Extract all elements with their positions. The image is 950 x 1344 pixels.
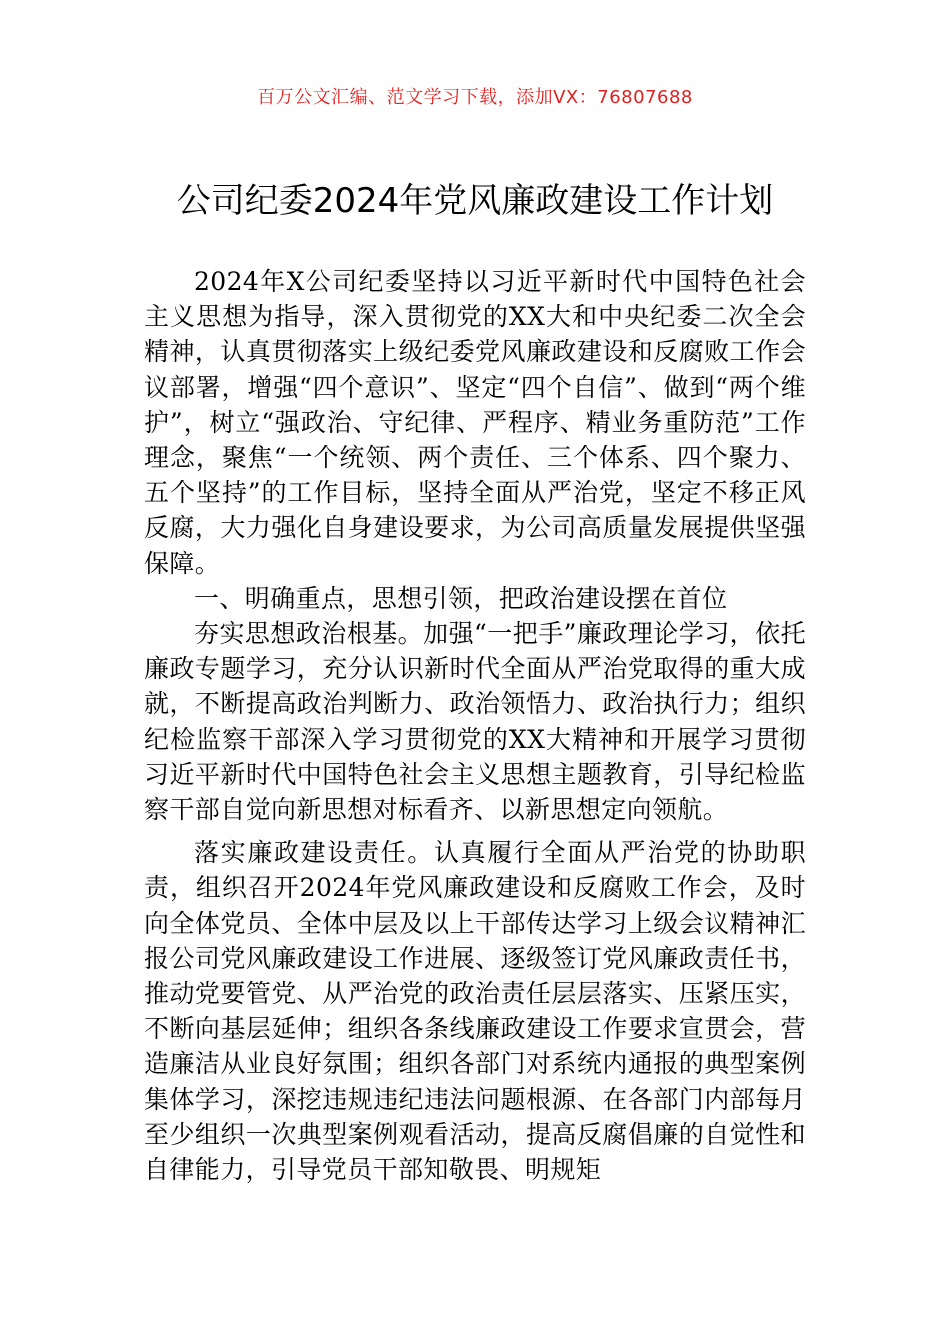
section-heading-1: 一、明确重点，思想引领，把政治建设摆在首位 [194,583,728,613]
paragraph-intro: 2024年X公司纪委坚持以习近平新时代中国特色社会主义思想为指导，深入贯彻党的XX大和中央纪委二次全会精神，认真贯彻落实上级纪委党风廉政建设和反腐败工作会议部署，增强“四个意识”、坚定“四个自信”、做到“两个维护”，树立“强政治、守纪律、严程序、精业务重防范”工作理念，聚焦“一个统领、两个责任、三个体系、四个聚力、五个坚持”的工作目标，坚持全面从严治党，坚定不移正风反腐，大力强化自身建设要求，为公司高质量发展提供坚强保障。 [144,267,806,578]
document-body [144,264,806,1187]
header-contact-note: 百万公文汇编、范文学习下载，添加VX：76807688 [257,87,693,108]
paragraph-political-foundation: 夯实思想政治根基。加强“一把手”廉政理论学习，依托廉政专题学习，充分认识新时代全面从严治党取得的重大成就，不断提高政治判断力、政治领悟力、政治执行力；组织纪检监察干部深入学习贯彻党的XX大精神和开展学习贯彻习近平新时代中国特色社会主义思想主题教育，引导纪检监察干部自觉向新思想对标看齐、以新思想定向领航。 [144,619,806,825]
paragraph-responsibility: 落实廉政建设责任。认真履行全面从严治党的协助职责，组织召开2024年党风廉政建设和反腐败工作会，及时向全体党员、全体中层及以上干部传达学习上级会议精神汇报公司党风廉政建设工作进展、逐级签订党风廉政责任书，推动党要管党、从严治党的政治责任层层落实、压紧压实，不断向基层延伸；组织各条线廉政建设工作要求宣贯会，营造廉洁从业良好氛围；组织各部门对系统内通报的典型案例集体学习，深挖违规违纪违法问题根源、在各部门内部每月至少组织一次典型案例观看活动，提高反腐倡廉的自觉性和自律能力，引导党员干部知敬畏、明规矩 [144,838,806,1185]
document-title: 公司纪委2024年党风廉政建设工作计划 [176,181,774,221]
